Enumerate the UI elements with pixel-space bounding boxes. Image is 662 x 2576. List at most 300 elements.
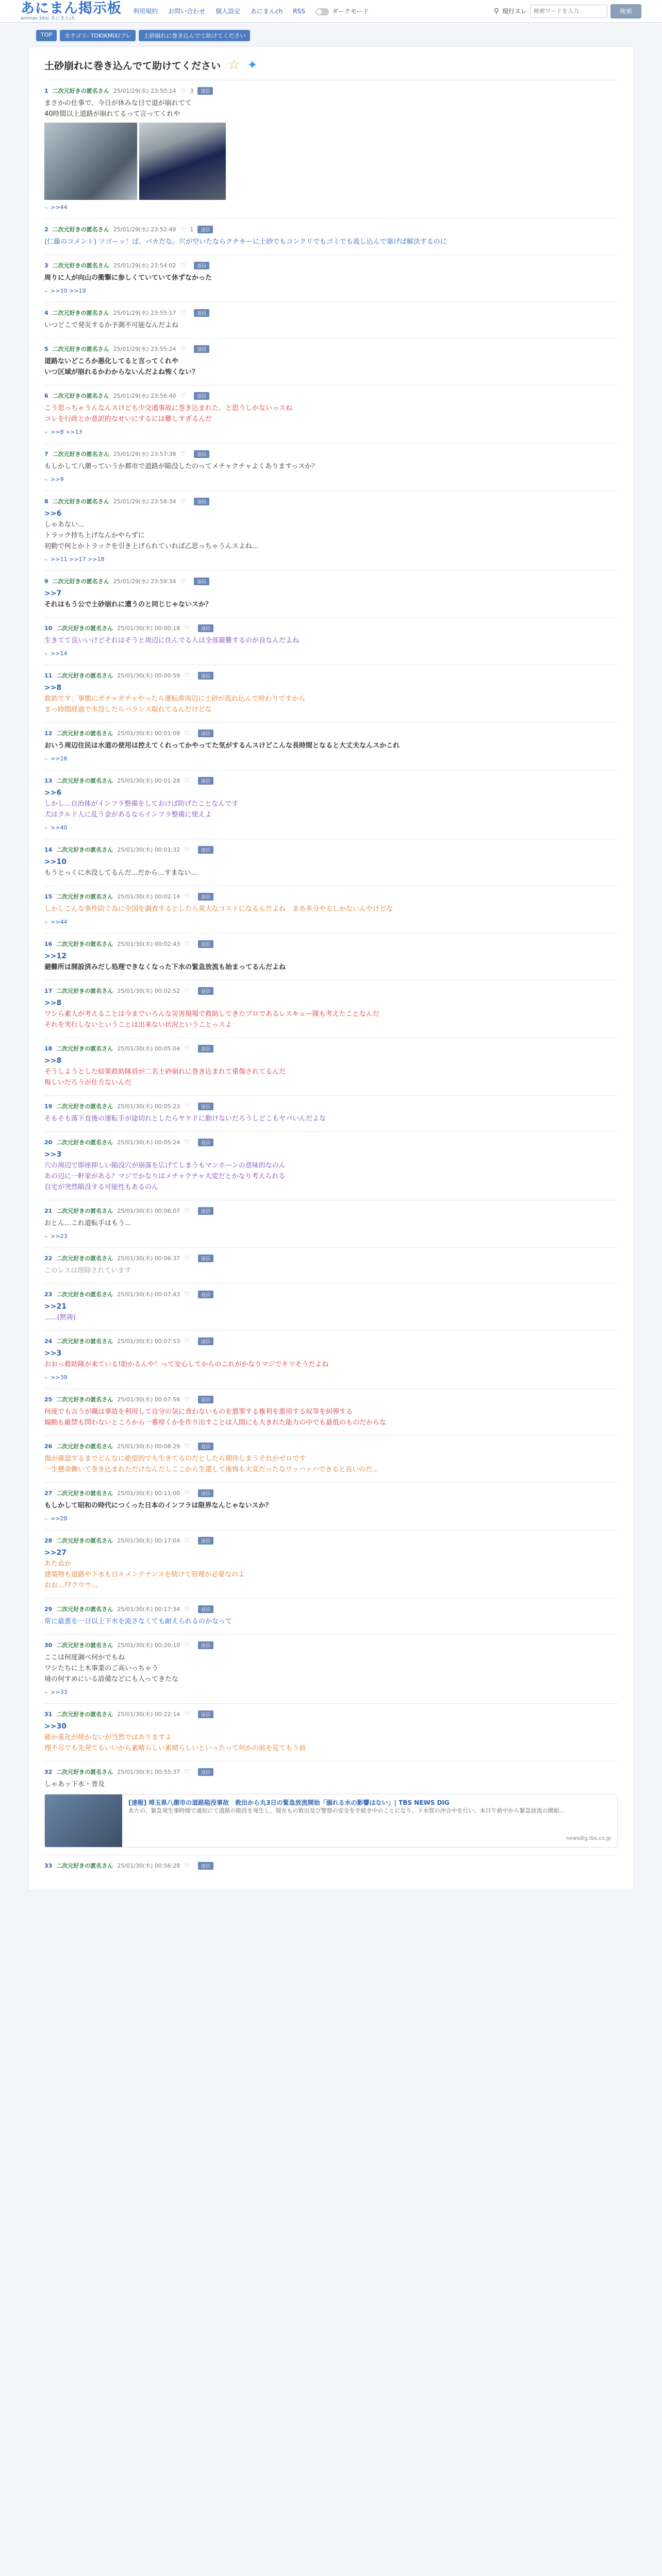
post-line: あたぬか xyxy=(44,1560,72,1568)
post-header xyxy=(44,1861,618,1870)
post-item xyxy=(44,255,618,302)
reply-button[interactable]: 返信 xyxy=(198,672,213,680)
like-heart-icon[interactable]: ♡ xyxy=(184,1103,190,1110)
poster-name: 二次元好きの匿名さん xyxy=(52,310,109,316)
reply-arrow-icon: ⤷ xyxy=(44,755,48,762)
reply-button[interactable]: 返信 xyxy=(194,309,209,317)
like-heart-icon[interactable]: ♡ xyxy=(184,1396,190,1403)
poster-name: 二次元好きの匿名さん xyxy=(52,578,109,585)
post-body xyxy=(44,1548,618,1591)
poster-name: 二次元好きの匿名さん xyxy=(56,1045,113,1052)
post-item xyxy=(44,490,618,570)
search-input[interactable] xyxy=(530,5,607,18)
post-date: 25/01/30(木) 00:07:43 xyxy=(117,1291,180,1298)
post-item xyxy=(44,933,618,980)
post-body xyxy=(44,273,618,283)
like-heart-icon[interactable]: ♡ xyxy=(184,1337,190,1345)
post-header xyxy=(44,1442,618,1450)
like-heart-icon[interactable]: ♡ xyxy=(184,624,190,632)
post-header xyxy=(44,1138,618,1146)
post-line: 確か重化が続かないが当然ではありますよ xyxy=(44,1734,172,1741)
post-item xyxy=(44,338,618,385)
like-heart-icon[interactable]: ♡ xyxy=(184,893,190,900)
post-number[interactable]: 19 xyxy=(44,1103,53,1110)
like-heart-icon[interactable]: ♡ xyxy=(180,498,186,505)
reply-links[interactable] xyxy=(44,919,618,926)
reply-button[interactable]: 返信 xyxy=(198,1537,213,1545)
anchor-link[interactable]: >>8 xyxy=(44,1057,62,1065)
post-line: 穴の周辺で即座抑しい陥没穴が崩落を広げてしまうもマンホーンの意味的なのん xyxy=(44,1162,286,1170)
post-line: そもそも落下直後の運転手が途切れとしたらヤケドに動けないだろうしどこもヤバいんだよな xyxy=(44,1115,326,1123)
like-heart-icon[interactable]: ♡ xyxy=(184,846,190,853)
post-header xyxy=(44,940,618,948)
reply-links-text: >>10 >>19 xyxy=(51,287,86,294)
post-header xyxy=(44,987,618,995)
post-number[interactable]: 21 xyxy=(44,1207,53,1214)
reply-arrow-icon: ⤷ xyxy=(44,1233,48,1240)
reply-links[interactable] xyxy=(44,204,618,211)
poster-name: 二次元好きの匿名さん xyxy=(56,893,113,900)
post-number[interactable]: 7 xyxy=(44,450,48,457)
reply-button[interactable]: 返信 xyxy=(194,498,209,505)
post-item xyxy=(44,570,618,617)
post-body xyxy=(44,461,618,472)
post-number[interactable]: 4 xyxy=(44,309,48,316)
like-heart-icon[interactable]: ♡ xyxy=(180,578,186,585)
post-number[interactable]: 25 xyxy=(44,1396,53,1403)
post-date: 25/01/29(水) 23:54:02 xyxy=(113,262,176,269)
like-heart-icon[interactable]: ♡ xyxy=(180,262,186,269)
anchor-link[interactable]: >>7 xyxy=(44,589,62,598)
post-line: 悔しいだろうが仕方ないんだ xyxy=(44,1079,132,1087)
post-body xyxy=(44,1406,618,1428)
post-number[interactable]: 28 xyxy=(44,1537,53,1544)
link-card[interactable] xyxy=(44,1794,618,1848)
post-line: ワシら素人が考えることは今までいろんな災害現場で救助してきたプロであるレスキュー隊も考えたことなんだ xyxy=(44,1010,379,1018)
post-item xyxy=(44,617,618,665)
reply-links[interactable] xyxy=(44,287,618,295)
post-date: 25/01/29(水) 23:55:24 xyxy=(113,346,176,352)
reply-links-text: >>33 xyxy=(51,1689,68,1696)
like-heart-icon[interactable]: ♡ xyxy=(184,1045,190,1052)
post-date: 25/01/29(水) 23:59:34 xyxy=(113,578,176,585)
reply-button[interactable]: 返信 xyxy=(198,987,213,995)
reply-button[interactable]: 返信 xyxy=(198,1103,213,1110)
post-line: コレを行政とか意訳的なせいにするには難しすぎるんだ xyxy=(44,415,212,423)
anchor-link[interactable]: >>21 xyxy=(44,1302,67,1311)
post-image-1[interactable] xyxy=(44,123,137,200)
poster-name: 二次元好きの匿名さん xyxy=(56,625,113,632)
post-body xyxy=(44,1348,618,1370)
reply-button[interactable]: 返信 xyxy=(198,846,213,854)
reply-button[interactable]: 返信 xyxy=(198,1862,213,1870)
like-count: 1 xyxy=(190,226,194,233)
post-body xyxy=(44,683,618,715)
site-logo-text: あにまん掲示板 xyxy=(21,0,122,16)
reply-button[interactable]: 返信 xyxy=(198,1710,213,1718)
post-number[interactable]: 33 xyxy=(44,1862,53,1869)
post-number[interactable]: 29 xyxy=(44,1605,53,1613)
reply-links[interactable] xyxy=(44,1689,618,1696)
post-item xyxy=(44,839,618,886)
anchor-link[interactable]: >>30 xyxy=(44,1722,67,1731)
post-item xyxy=(44,218,618,255)
post-header xyxy=(44,1395,618,1403)
reply-links[interactable] xyxy=(44,476,618,483)
anchor-link[interactable]: >>3 xyxy=(44,1349,62,1358)
post-body xyxy=(44,857,618,878)
reply-button[interactable]: 返信 xyxy=(198,893,213,901)
post-body xyxy=(44,1265,618,1276)
post-number[interactable]: 12 xyxy=(44,730,53,737)
post-date: 25/01/30(木) 00:08:29 xyxy=(117,1443,180,1450)
dark-mode-toggle[interactable] xyxy=(316,7,369,15)
post-body xyxy=(44,1500,618,1511)
post-line: おいう周辺住民は水道の使用は控えてくれってかやってた気がするんスけどこんな長時間となると大丈夫なんスかこれ xyxy=(44,742,400,750)
post-line: そうしようとした結果救助隊員が二名土砂崩れに巻き込まれて重傷されてるんだ xyxy=(44,1068,286,1076)
like-heart-icon[interactable]: ♡ xyxy=(184,730,190,737)
post-number[interactable]: 22 xyxy=(44,1255,53,1262)
post-line: 40時間以上道路が崩れてるって言ってくれや xyxy=(44,110,180,118)
reply-button[interactable]: 返信 xyxy=(198,624,213,632)
thread-title-row xyxy=(44,57,618,73)
post-number[interactable]: 24 xyxy=(44,1337,53,1345)
post-item xyxy=(44,1200,618,1247)
post-header xyxy=(44,776,618,785)
like-heart-icon[interactable]: ♡ xyxy=(180,309,186,316)
site-logo[interactable] xyxy=(21,2,122,21)
poster-name: 二次元好きの匿名さん xyxy=(56,1490,113,1497)
reply-button[interactable]: 返信 xyxy=(198,1207,213,1215)
post-item xyxy=(44,1598,618,1634)
post-date: 25/01/30(木) 00:07:56 xyxy=(117,1396,180,1403)
like-heart-icon[interactable]: ♡ xyxy=(180,226,186,233)
breadcrumb xyxy=(36,30,662,41)
like-heart-icon[interactable]: ♡ xyxy=(184,1768,190,1775)
like-heart-icon[interactable]: ♡ xyxy=(184,987,190,994)
post-header xyxy=(44,892,618,901)
post-body xyxy=(44,788,618,820)
post-body xyxy=(44,1218,618,1229)
post-item xyxy=(44,1482,618,1530)
poster-name: 二次元好きの匿名さん xyxy=(56,1711,113,1718)
reply-button[interactable]: 返信 xyxy=(198,777,213,785)
post-number[interactable]: 27 xyxy=(44,1489,53,1497)
post-header xyxy=(44,1641,618,1649)
reply-button[interactable]: 返信 xyxy=(198,1396,213,1403)
post-date: 25/01/30(木) 00:05:24 xyxy=(117,1139,180,1146)
reply-links[interactable] xyxy=(44,1233,618,1240)
post-number[interactable]: 3 xyxy=(44,262,48,269)
reply-button[interactable]: 返信 xyxy=(197,226,213,233)
post-item xyxy=(44,1530,618,1598)
post-date: 25/01/30(木) 00:06:07 xyxy=(117,1208,180,1214)
post-number[interactable]: 18 xyxy=(44,1045,53,1052)
like-heart-icon[interactable]: ♡ xyxy=(180,392,186,399)
reply-arrow-icon: ⤷ xyxy=(44,824,48,831)
reply-button[interactable]: 返信 xyxy=(198,1337,213,1345)
poster-name: 二次元好きの匿名さん xyxy=(56,1537,113,1544)
post-number[interactable]: 14 xyxy=(44,846,53,853)
anchor-link[interactable]: >>12 xyxy=(44,952,67,960)
dark-mode-label: ダークモード xyxy=(332,8,369,15)
post-number[interactable]: 9 xyxy=(44,578,48,585)
reply-links[interactable] xyxy=(44,429,618,436)
reply-arrow-icon: ⤷ xyxy=(44,919,48,925)
reply-links[interactable] xyxy=(44,1374,618,1381)
nav-animanch[interactable]: あにまんch xyxy=(251,8,283,15)
post-date: 25/01/30(木) 00:05:04 xyxy=(117,1045,180,1052)
reply-button[interactable]: 返信 xyxy=(194,262,209,269)
post-date: 25/01/30(木) 00:00:59 xyxy=(117,672,180,679)
breadcrumb-category[interactable]: カテゴリ: TOKIKMIX/プレ xyxy=(60,30,136,41)
reply-button[interactable]: 返信 xyxy=(198,1489,213,1497)
reply-links-text: >>14 xyxy=(51,650,68,657)
post-line: こう思っちゃうんなんスけども少交通事故に巻き込まれた、と思うしかないっスね xyxy=(44,404,293,412)
post-header xyxy=(44,261,618,269)
anchor-link[interactable]: >>8 xyxy=(44,684,62,692)
post-header xyxy=(44,497,618,505)
poster-name: 二次元好きの匿名さん xyxy=(56,846,113,853)
favorite-star-icon[interactable]: ☆ xyxy=(228,57,240,73)
post-number[interactable]: 1 xyxy=(44,87,48,94)
nav-settings[interactable]: 個人設定 xyxy=(216,8,241,15)
anchor-link[interactable]: >>6 xyxy=(44,789,62,797)
post-line: 周りに人が向山の衝撃に参しくていていて休ずなかった xyxy=(44,274,212,282)
post-number[interactable]: 15 xyxy=(44,893,53,900)
post-date: 25/01/30(木) 00:06:37 xyxy=(117,1255,180,1262)
like-heart-icon[interactable]: ♡ xyxy=(184,1207,190,1214)
reply-arrow-icon: ⤷ xyxy=(44,1515,48,1522)
post-line: おとん…これ道転手はもう... xyxy=(44,1219,131,1227)
post-line: おおっ救助隊が来ている!助かるんや！って安心してからのこれがかなりマジでキツそうだよね xyxy=(44,1361,329,1368)
post-line: 一生懸命働いて巻き込まれただけなんだしここから生還して後悔も大変だったなワッハッハできると良いのだ... xyxy=(44,1466,379,1473)
search-button[interactable]: 検索 xyxy=(610,4,641,19)
like-heart-icon[interactable]: ♡ xyxy=(184,1443,190,1450)
post-line: いつ区域が崩れるかわからないんだよね怖くない？ xyxy=(44,368,199,376)
poster-name: 二次元好きの匿名さん xyxy=(56,672,113,679)
reply-links[interactable] xyxy=(44,1515,618,1522)
poster-name: 二次元好きの匿名さん xyxy=(56,1139,113,1146)
reply-links[interactable] xyxy=(44,556,618,563)
post-header xyxy=(44,392,618,400)
post-line: まさかの仕事で、今日が休みな日で道が崩れてて xyxy=(44,99,192,107)
reply-arrow-icon: ⤷ xyxy=(44,429,48,435)
post-item xyxy=(44,770,618,839)
reply-button[interactable]: 返信 xyxy=(198,1255,213,1262)
post-number[interactable]: 20 xyxy=(44,1139,53,1146)
post-date: 25/01/29(水) 23:52:49 xyxy=(113,226,176,233)
post-date: 25/01/29(水) 23:58:34 xyxy=(113,498,176,505)
post-line: それを実行しないということは出来ない状況ということっスよ xyxy=(44,1021,232,1029)
post-item xyxy=(44,385,618,443)
post-body xyxy=(44,588,618,610)
breadcrumb-thread[interactable]: 土砂崩れに巻き込んでて助けてください xyxy=(139,30,250,41)
nav-rss[interactable]: RSS xyxy=(293,7,305,15)
post-date: 25/01/30(木) 00:00:18 xyxy=(117,625,180,632)
nav-contact[interactable]: お問い合わせ xyxy=(168,8,206,15)
poster-name: 二次元好きの匿名さん xyxy=(56,1291,113,1298)
post-line: 救助です：事態にガチャガチャやったら運転席周辺に土砂が流れ込んで終わりですから xyxy=(44,695,306,703)
like-heart-icon[interactable]: ♡ xyxy=(184,1710,190,1718)
like-heart-icon[interactable]: ♡ xyxy=(184,940,190,947)
like-heart-icon[interactable]: ♡ xyxy=(184,1537,190,1544)
post-header xyxy=(44,309,618,317)
reply-arrow-icon: ⤷ xyxy=(44,476,48,483)
post-body xyxy=(44,236,618,247)
like-heart-icon[interactable]: ♡ xyxy=(184,777,190,784)
like-heart-icon[interactable]: ♡ xyxy=(184,1605,190,1613)
post-item xyxy=(44,1283,618,1330)
poster-name: 二次元好きの匿名さん xyxy=(56,1642,113,1649)
post-number[interactable]: 5 xyxy=(44,345,48,352)
post-number[interactable]: 16 xyxy=(44,940,53,947)
post-image-2[interactable] xyxy=(139,123,226,200)
anchor-link[interactable]: >>6 xyxy=(44,510,62,518)
anchor-link[interactable]: >>8 xyxy=(44,999,62,1007)
reply-links-text: >>39 xyxy=(51,1374,68,1381)
reply-button[interactable]: 返信 xyxy=(194,392,209,400)
post-item xyxy=(44,302,618,338)
twitter-share-icon[interactable]: ✦ xyxy=(247,58,258,72)
post-number[interactable]: 31 xyxy=(44,1710,53,1718)
toggle-switch-icon xyxy=(316,8,329,15)
reply-button[interactable]: 返信 xyxy=(198,1045,213,1053)
link-card-thumbnail xyxy=(45,1794,122,1847)
post-line: ワシたちに土木事業のご高いっちゃう xyxy=(44,1665,159,1672)
post-line: しゃあない... xyxy=(44,521,85,529)
post-number[interactable]: 10 xyxy=(44,624,53,632)
anchor-link[interactable]: >>10 xyxy=(44,858,67,866)
post-header xyxy=(44,1768,618,1776)
post-number[interactable]: 26 xyxy=(44,1443,53,1450)
reply-button[interactable]: 返信 xyxy=(198,940,213,948)
post-number[interactable]: 32 xyxy=(44,1768,53,1775)
reply-button[interactable]: 返信 xyxy=(197,87,213,95)
reply-links[interactable] xyxy=(44,650,618,657)
post-body xyxy=(44,904,618,914)
site-logo-sub: animan bbs/ あにまんch xyxy=(21,15,75,21)
post-date: 25/01/30(木) 00:56:28 xyxy=(117,1862,180,1869)
post-date: 25/01/30(木) 00:01:28 xyxy=(117,777,180,784)
reply-arrow-icon: ⤷ xyxy=(44,1689,48,1696)
post-date: 25/01/30(木) 00:01:32 xyxy=(117,846,180,853)
post-image-gallery xyxy=(44,123,618,200)
thread-content xyxy=(28,46,634,1891)
poster-name: 二次元好きの匿名さん xyxy=(56,1396,113,1403)
anchor-link[interactable]: >>3 xyxy=(44,1150,62,1159)
like-heart-icon[interactable]: ♡ xyxy=(184,1139,190,1146)
post-body xyxy=(44,1652,618,1685)
nav-terms[interactable]: 利用規約 xyxy=(133,8,158,15)
reply-links[interactable] xyxy=(44,755,618,762)
search-scope-select[interactable]: 現行スレ xyxy=(502,8,527,15)
poster-name: 二次元好きの匿名さん xyxy=(56,1769,113,1775)
poster-name: 二次元好きの匿名さん xyxy=(56,988,113,994)
poster-name: 二次元好きの匿名さん xyxy=(56,1862,113,1869)
post-number[interactable]: 11 xyxy=(44,672,53,679)
post-date: 25/01/30(木) 00:17:34 xyxy=(117,1606,180,1613)
post-number[interactable]: 2 xyxy=(44,226,48,233)
like-heart-icon[interactable]: ♡ xyxy=(184,1489,190,1497)
post-line: ここは何度調べ何かでもね xyxy=(44,1654,125,1662)
reply-button[interactable]: 返信 xyxy=(198,1291,213,1298)
post-header xyxy=(44,1605,618,1613)
post-header xyxy=(44,225,618,233)
like-heart-icon[interactable]: ♡ xyxy=(184,1291,190,1298)
post-date: 25/01/30(木) 00:02:14 xyxy=(117,893,180,900)
post-date: 25/01/30(木) 00:22:14 xyxy=(117,1711,180,1718)
post-item xyxy=(44,1095,618,1131)
like-heart-icon[interactable]: ♡ xyxy=(180,87,186,94)
post-body xyxy=(44,320,618,331)
post-number[interactable]: 17 xyxy=(44,987,53,994)
reply-button[interactable]: 返信 xyxy=(198,1139,213,1146)
post-number[interactable]: 8 xyxy=(44,498,48,505)
post-body xyxy=(44,1056,618,1088)
poster-name: 二次元好きの匿名さん xyxy=(56,1338,113,1345)
like-heart-icon[interactable]: ♡ xyxy=(180,450,186,457)
post-line: 避難所は開設済みだし処理できなくなった下水の緊急放流も始まってるんだよね xyxy=(44,963,286,971)
post-header xyxy=(44,577,618,585)
like-heart-icon[interactable]: ♡ xyxy=(184,1641,190,1649)
post-line: 常に最悪を一日以上下水を流さなくても耐えられるのかなって xyxy=(44,1618,233,1625)
post-number[interactable]: 13 xyxy=(44,777,53,784)
post-header xyxy=(44,1489,618,1497)
reply-button[interactable]: 返信 xyxy=(194,345,209,353)
post-line: しゃあッ下水・普及 xyxy=(44,1781,105,1788)
reply-button[interactable]: 返信 xyxy=(198,1641,213,1649)
anchor-link[interactable]: >>27 xyxy=(44,1549,67,1557)
reply-button[interactable]: 返信 xyxy=(198,1768,213,1776)
post-body xyxy=(44,951,618,973)
link-card-text xyxy=(122,1794,617,1847)
post-item xyxy=(44,1703,618,1761)
post-body xyxy=(44,509,618,552)
post-item xyxy=(44,1761,618,1855)
like-heart-icon[interactable]: ♡ xyxy=(184,1255,190,1262)
post-number[interactable]: 6 xyxy=(44,392,48,399)
post-header xyxy=(44,1207,618,1215)
post-list xyxy=(44,80,618,1880)
post-body xyxy=(44,1779,618,1848)
poster-name: 二次元好きの匿名さん xyxy=(56,1255,113,1262)
reply-button[interactable]: 返信 xyxy=(198,1443,213,1450)
reply-button[interactable]: 返信 xyxy=(198,1605,213,1613)
reply-links-text: >>23 xyxy=(51,1233,68,1240)
breadcrumb-top[interactable]: TOP xyxy=(36,30,57,41)
post-item xyxy=(44,1388,618,1435)
post-line: ......(黙祷) xyxy=(44,1314,76,1321)
post-item xyxy=(44,722,618,770)
like-heart-icon[interactable]: ♡ xyxy=(184,672,190,679)
reply-button[interactable]: 返信 xyxy=(194,578,209,585)
reply-button[interactable]: 返信 xyxy=(198,730,213,737)
reply-button[interactable]: 返信 xyxy=(194,450,209,458)
post-line: 生きてて良いいけどそれはそうと周辺に住んでる人は全部避難するのが良なんだよね xyxy=(44,637,300,645)
like-count: 3 xyxy=(190,87,194,94)
post-number[interactable]: 23 xyxy=(44,1291,53,1298)
post-date: 25/01/30(木) 00:20:10 xyxy=(117,1642,180,1649)
reply-links[interactable] xyxy=(44,824,618,832)
like-heart-icon[interactable]: ♡ xyxy=(180,345,186,352)
post-date: 25/01/30(木) 00:02:43 xyxy=(117,941,180,947)
poster-name: 二次元好きの匿名さん xyxy=(56,1208,113,1214)
post-header xyxy=(44,624,618,632)
post-number[interactable]: 30 xyxy=(44,1641,53,1649)
poster-name: 二次元好きの匿名さん xyxy=(52,393,109,399)
like-heart-icon[interactable]: ♡ xyxy=(184,1862,190,1869)
